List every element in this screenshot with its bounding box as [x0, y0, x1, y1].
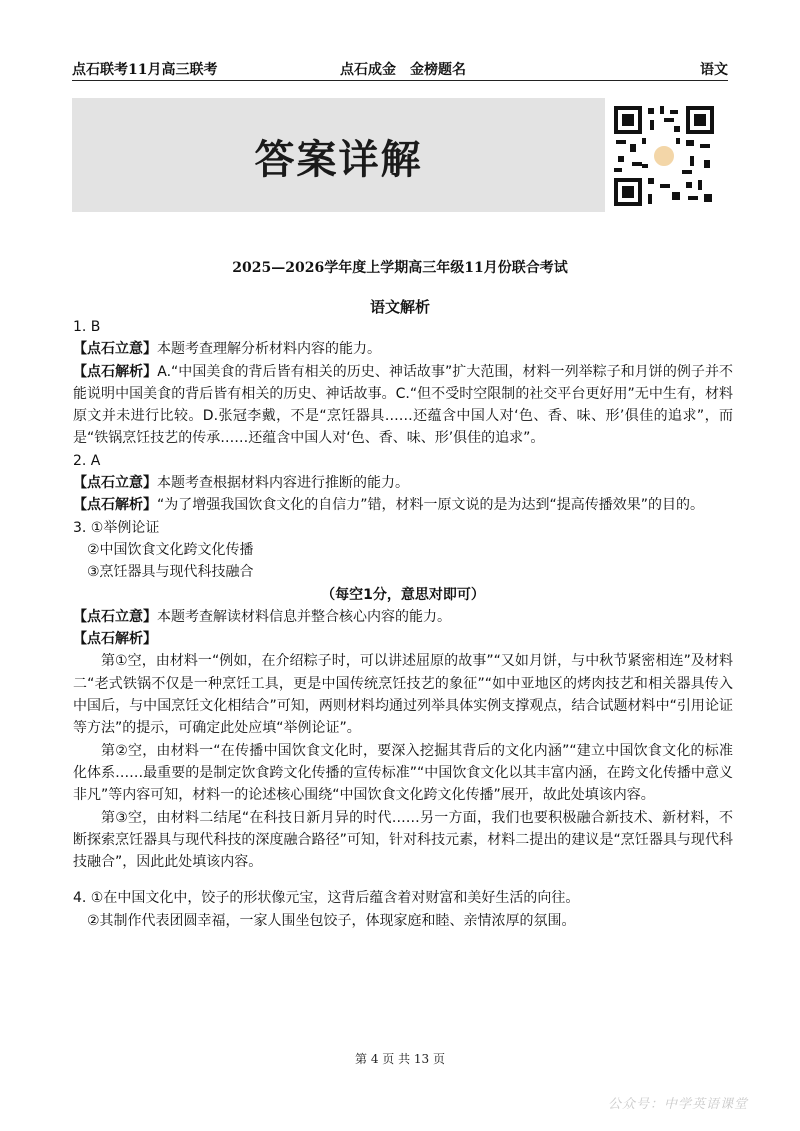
q3-answer-item: ②中国饮食文化跨文化传播 [87, 541, 254, 558]
section-title: 语文解析 [369, 298, 430, 316]
q2-answer: 2. A [73, 452, 101, 469]
score-note: （每空1分，意思对即可） [321, 586, 485, 603]
q4-answer: 4. ①在中国文化中，饺子的形状像元宝，这背后蕴含着对财富和美好生活的向往。 [73, 890, 580, 907]
q1-answer: 1. B [73, 319, 101, 335]
analysis-tag: 【点石解析】 [73, 497, 157, 514]
exam-title: 2025—2026学年度上学期高三年级11月份联合考试 [232, 260, 568, 276]
q2-analysis [73, 494, 733, 516]
banner-title: 答案详解 [254, 136, 423, 183]
q3-paragraph: 第②空，由材料一“在传播中国饮食文化时，要深入挖掘其背后的文化内涵”“建立中国饮食文化的标准化体系……最重要的是制定饮食跨文化传播的宣传标准”“中国饮食文化以其丰富内涵，在跨文化传播中意义非凡”等内容可知，材料一的论述核心围绕“中国饮食文化跨文化传播”展开，故此处填该内容。 [73, 742, 733, 804]
q3-paragraph: 第③空，由材料二结尾“在科技日新月异的时代……另一方面，我们也要积极融合新技术、新材料，不断探索烹饪器具与现代科技的深度融合路径”可知，针对科技元素，材料二提出的建议是“烹饪器具与现代科技融合”，因此此处填该内容。 [73, 809, 733, 871]
intent-text: 本题考查根据材料内容进行推断的能力。 [157, 475, 409, 492]
q1-intent [73, 338, 733, 360]
header-exam-name: 点石联考11月高三联考 [72, 62, 218, 78]
qr-code-icon [612, 104, 716, 208]
page-number: 第 4 页 共 13 页 [355, 1052, 445, 1066]
q3-analysis-tag: 【点石解析】 [73, 631, 157, 648]
analysis-tag: 【点石解析】 [73, 363, 158, 380]
header-slogan: 点石成金 金榜题名 [340, 62, 466, 78]
answer-content [73, 316, 733, 932]
q3-answer-item: ③烹饪器具与现代科技融合 [87, 564, 254, 581]
intent-text: 本题考查解读材料信息并整合核心内容的能力。 [157, 608, 451, 625]
intent-tag: 【点石立意】 [73, 341, 157, 358]
q4-answer-item: ②其制作代表团圆幸福，一家人围坐包饺子，体现家庭和睦、亲情浓厚的氛围。 [87, 912, 576, 929]
intent-tag: 【点石立意】 [73, 608, 157, 625]
analysis-text: “为了增强我国饮食文化的自信力”错，材料一原文说的是为达到“提高传播效果”的目的。 [157, 497, 705, 514]
page-header [72, 58, 728, 81]
qr-center-logo [652, 144, 676, 168]
title-banner [72, 98, 605, 212]
q1-analysis [73, 361, 733, 450]
intent-tag: 【点石立意】 [73, 475, 157, 492]
watermark: 公众号：中学英语课堂 [607, 1097, 748, 1112]
q2-intent [73, 472, 733, 494]
q3-paragraph: 第①空，由材料一“例如，在介绍粽子时，可以讲述屈原的故事”“又如月饼，与中秋节紧密相连”及材料二“老式铁锅不仅是一种烹饪工具，更是中国传统烹饪技艺的象征”“如中亚地区的烤肉技艺和相关器具传入中国后，与中国烹饪文化相结合”可知，两则材料均通过列举具体实例支撑观点，结合试题材料中“引用论证等方法”的提示，可确定此处应填“举例论证”。 [73, 653, 733, 737]
analysis-text: A.“中国美食的背后皆有相关的历史、神话故事”扩大范围，材料一列举粽子和月饼的例子并不能说明中国美食的背后皆有相关的历史、神话故事。C.“但不受时空限制的社交平台更好用”无中生有，材料原文并未进行比较。D.张冠李戴，不是“烹饪器具……还蕴含中国人对‘色、香、味、形’俱佳的追求”，而是“铁锅烹饪技艺的传承……还蕴含中国人对‘色、香、味、形’俱佳的追求”。 [73, 363, 734, 447]
q3-intent [73, 606, 733, 628]
q3-answer: 3. ①举例论证 [73, 519, 160, 536]
intent-text: 本题考查理解分析材料内容的能力。 [157, 341, 381, 358]
header-subject: 语文 [700, 62, 728, 78]
